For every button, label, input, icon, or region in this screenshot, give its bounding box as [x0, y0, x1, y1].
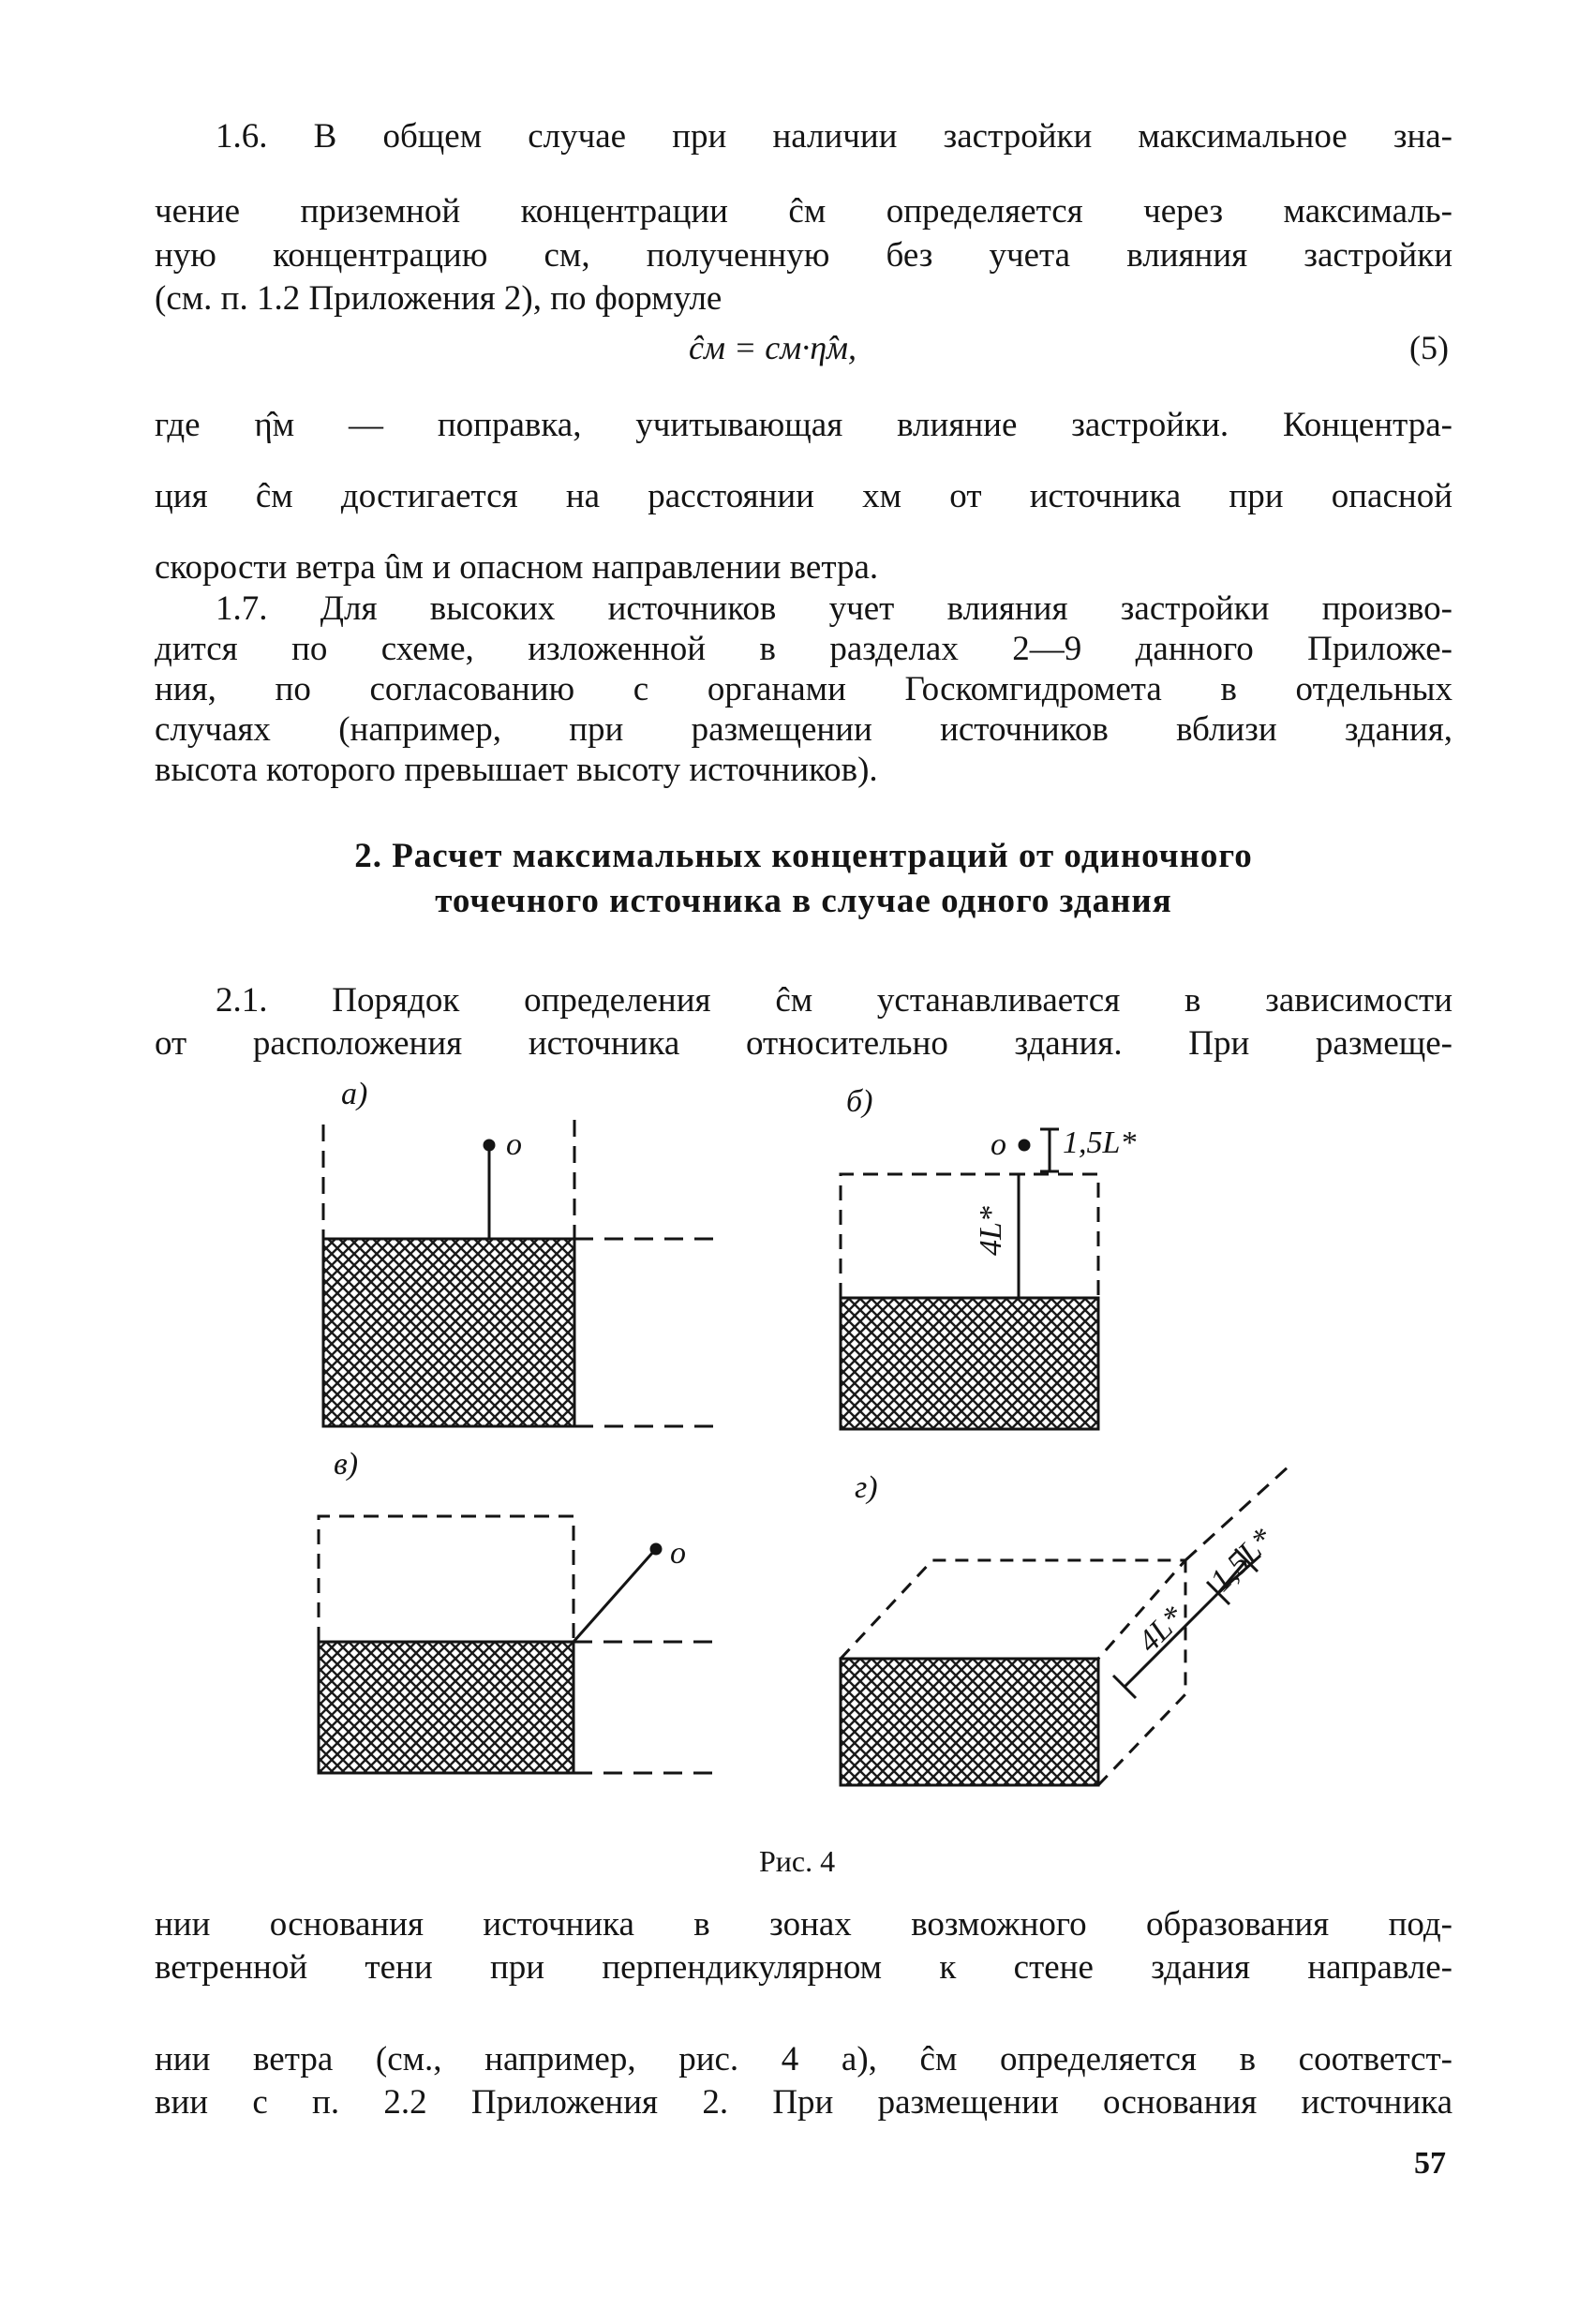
panel-label-v: в): [334, 1447, 359, 1482]
paragraph-after-formula-line-2: ция ĉм достигается на расстоянии xм от источника при опасной: [155, 477, 1452, 515]
panel-v-diagram: [319, 1516, 723, 1773]
paragraph-1-6-line-3: ную концентрацию cм, полученную без учета влияния застройки: [155, 236, 1452, 275]
paragraph-after-formula-line-1: где η̂м — поправка, учитывающая влияние застройки. Концентра-: [155, 406, 1452, 444]
paragraph-1-7-line-3: ния, по согласованию с органами Госкомгидромета в отдельных: [155, 670, 1452, 708]
paragraph-after-figure-line-2: ветренной тени при перпендикулярном к стене здания направле-: [155, 1948, 1452, 1987]
paragraph-after-figure-line-1: нии основания источника в зонах возможного образования под-: [155, 1905, 1452, 1944]
dim-label-1-5l-b: 1,5L*: [1063, 1125, 1137, 1160]
figure-caption: Рис. 4: [758, 1844, 836, 1878]
paragraph-1-6-line-1: 1.6. В общем случае при наличии застройки максимальное зна-: [216, 117, 1452, 156]
panel-a-diagram: [323, 1120, 724, 1426]
panel-label-a: а): [341, 1077, 368, 1111]
paragraph-2-1-line-1: 2.1. Порядок определения ĉм устанавливается в зависимости: [216, 981, 1452, 1020]
paragraph-after-figure-line-3: нии ветра (см., например, рис. 4 а), ĉм определяется в соответст-: [155, 2040, 1452, 2078]
paragraph-after-formula-line-3: скорости ветра ûм и опасном направлении ветра.: [155, 548, 879, 587]
section-title-line-2: точечного источника в случае одного здания: [435, 882, 1172, 920]
section-title-line-1: 2. Расчет максимальных концентраций от одиночного: [354, 837, 1253, 875]
source-label-b: о: [991, 1127, 1006, 1162]
paragraph-1-7-line-2: дится по схеме, изложенной в разделах 2—9 данного Приложе-: [155, 630, 1452, 668]
paragraph-after-figure-line-4: вии с п. 2.2 Приложения 2. При размещении основания источника: [155, 2083, 1452, 2122]
page-number: 57: [1414, 2146, 1446, 2181]
paragraph-1-7-line-4: случаях (например, при размещении источников вблизи здания,: [155, 710, 1452, 749]
formula-number: (5): [1409, 329, 1449, 366]
source-label-v: о: [670, 1536, 686, 1571]
paragraph-1-7-line-1: 1.7. Для высоких источников учет влияния застройки произво-: [216, 589, 1452, 628]
panel-label-b: б): [846, 1084, 873, 1119]
dim-label-4l-g: 4L*: [1131, 1600, 1192, 1660]
panel-label-g: г): [855, 1470, 878, 1505]
paragraph-2-1-line-2: от расположения источника относительно здания. При размеще-: [155, 1024, 1452, 1063]
panel-b-diagram: [841, 1129, 1098, 1429]
dim-label-4l-b: 4L*: [974, 1206, 1008, 1256]
paragraph-1-6-line-4: (см. п. 1.2 Приложения 2), по формуле: [155, 279, 723, 318]
paragraph-1-6-line-2: чение приземной концентрации ĉм определяется через максималь-: [155, 192, 1452, 231]
source-label-a: о: [506, 1127, 522, 1162]
dim-label-1-5l-g: 1,5L*: [1203, 1522, 1281, 1599]
formula-5: ĉм = cм·η̂м,: [689, 329, 857, 366]
paragraph-1-7-line-5: высота которого превышает высоту источников).: [155, 751, 878, 789]
panel-g-diagram: [841, 1467, 1289, 1785]
